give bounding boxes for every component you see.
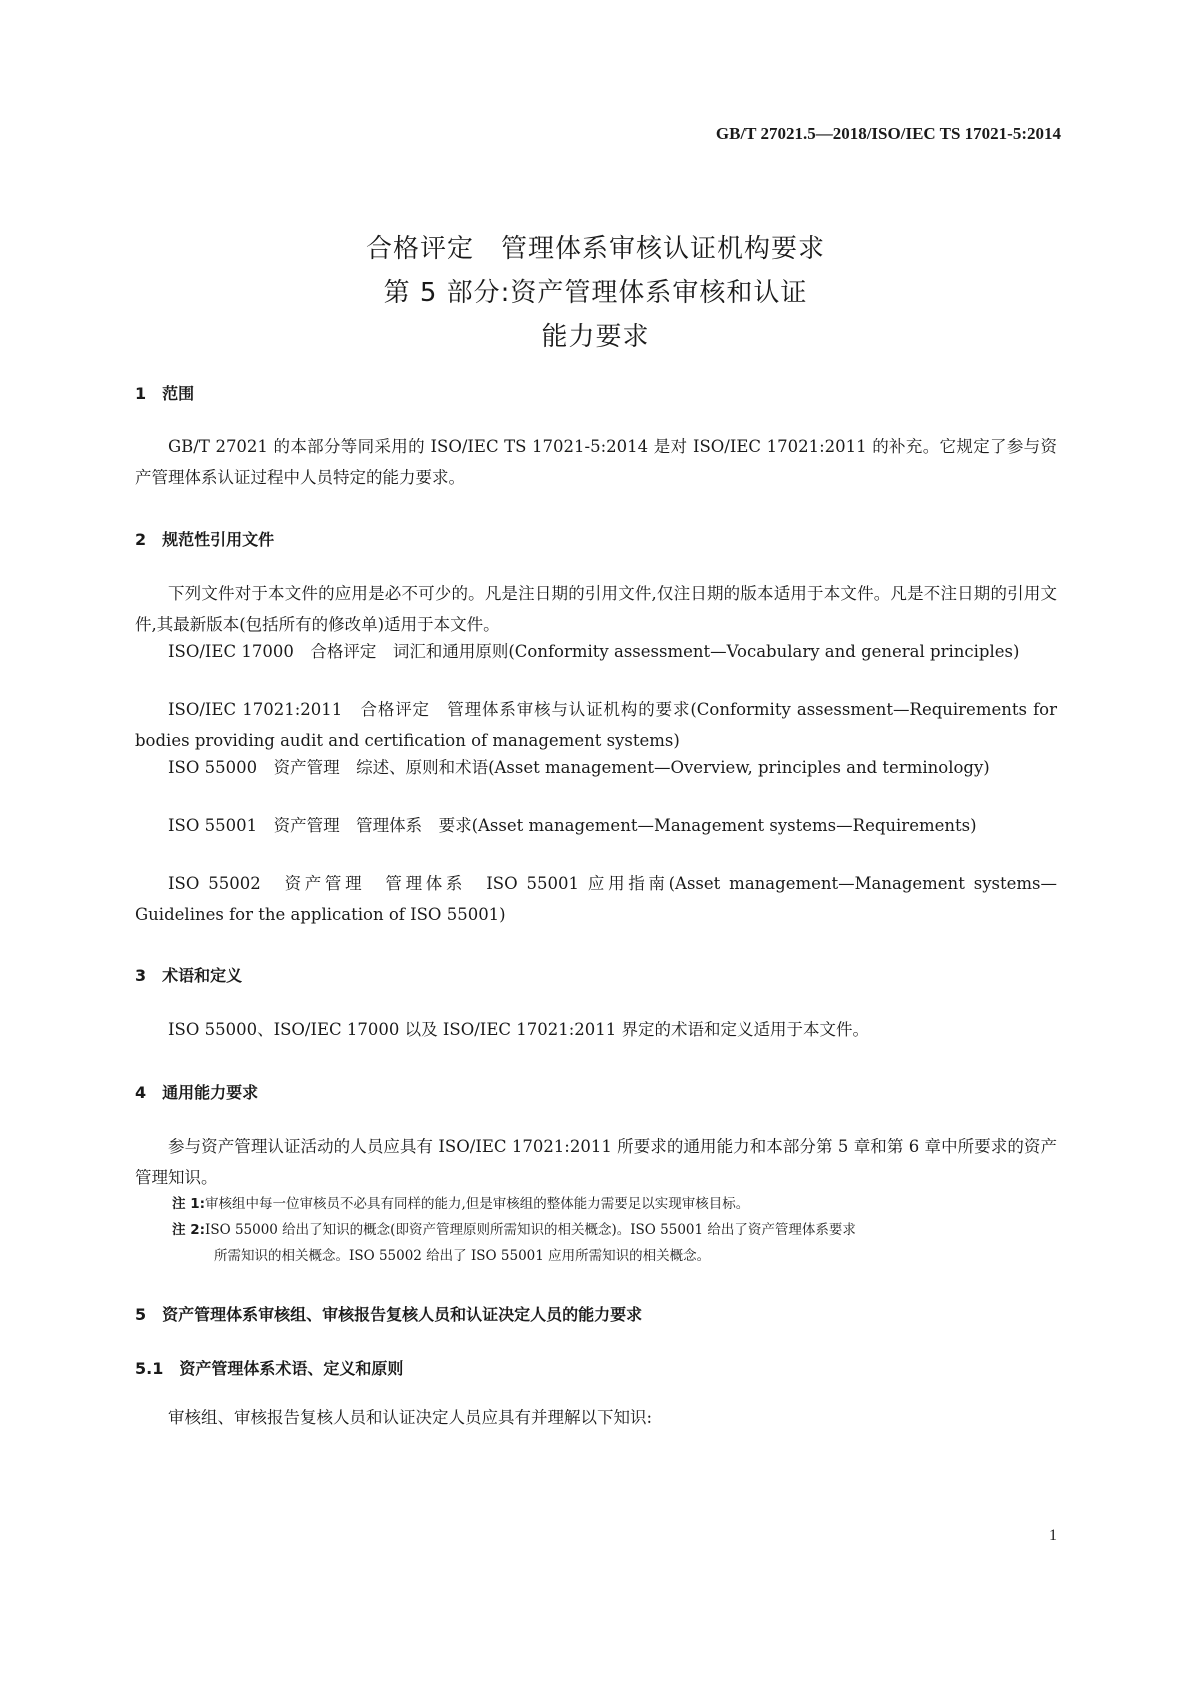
section-1-heading: 1 范围 (135, 384, 195, 403)
note-2-text-continued: 所需知识的相关概念。ISO 55002 给出了 ISO 55001 应用所需知识的相关概念。 (214, 1248, 711, 1264)
normative-reference-1: ISO/IEC 17000 合格评定 词汇和通用原则(Conformity assessment—Vocabulary and general principles) (168, 642, 1020, 661)
note-2 (172, 1217, 1057, 1269)
standard-code: GB/T 27021.5—2018/ISO/IEC TS 17021-5:2014 (715, 124, 1061, 143)
page-number: 1 (1049, 1527, 1057, 1544)
section-2-intro: 下列文件对于本文件的应用是必不可少的。凡是注日期的引用文件,仅注日期的版本适用于本文件。凡是不注日期的引用文件,其最新版本(包括所有的修改单)适用于本文件。 (135, 584, 1057, 634)
title-line-1: 合格评定 管理体系审核认证机构要求 (365, 234, 825, 264)
section-5-heading: 5 资产管理体系审核组、审核报告复核人员和认证决定人员的能力要求 (135, 1305, 643, 1324)
section-3-paragraph: ISO 55000、ISO/IEC 17000 以及 ISO/IEC 17021:2011 界定的术语和定义适用于本文件。 (168, 1020, 870, 1039)
section-4-heading: 4 通用能力要求 (135, 1083, 259, 1102)
normative-reference-3: ISO 55000 资产管理 综述、原则和术语(Asset management—Overview, principles and terminology) (168, 758, 990, 777)
title-line-3: 能力要求 (541, 322, 650, 352)
note-2-text: ISO 55000 给出了知识的概念(即资产管理原则所需知识的相关概念)。ISO 55001 给出了资产管理体系要求 (205, 1222, 856, 1238)
note-1 (172, 1191, 1057, 1217)
normative-reference-2: ISO/IEC 17021:2011 合格评定 管理体系审核与认证机构的要求(Conformity assessment—Requirements for bodies providing audit and certification of management systems) (135, 700, 1057, 750)
section-5-1-paragraph: 审核组、审核报告复核人员和认证决定人员应具有并理解以下知识: (168, 1408, 653, 1427)
document-title (0, 227, 1191, 359)
section-4-paragraph: 参与资产管理认证活动的人员应具有 ISO/IEC 17021:2011 所要求的通用能力和本部分第 5 章和第 6 章中所要求的资产管理知识。 (135, 1137, 1057, 1187)
section-1-paragraph: GB/T 27021 的本部分等同采用的 ISO/IEC TS 17021-5:2014 是对 ISO/IEC 17021:2011 的补充。它规定了参与资产管理体系认证过程中人员特定的能力要求。 (135, 437, 1057, 487)
note-1-text: 审核组中每一位审核员不必具有同样的能力,但是审核组的整体能力需要足以实现审核目标。 (205, 1196, 750, 1212)
note-2-label: 注 2: (172, 1222, 205, 1238)
note-1-label: 注 1: (172, 1196, 205, 1212)
section-5-1-heading: 5.1 资产管理体系术语、定义和原则 (135, 1359, 404, 1378)
title-line-2: 第 5 部分:资产管理体系审核和认证 (383, 278, 808, 308)
normative-reference-4: ISO 55001 资产管理 管理体系 要求(Asset management—Management systems—Requirements) (168, 816, 977, 835)
section-2-heading: 2 规范性引用文件 (135, 530, 275, 549)
normative-reference-5: ISO 55002 资产管理 管理体系 ISO 55001 应用指南(Asset management—Management systems—Guidelines for the application of ISO 55001) (135, 874, 1057, 924)
section-3-heading: 3 术语和定义 (135, 966, 243, 985)
